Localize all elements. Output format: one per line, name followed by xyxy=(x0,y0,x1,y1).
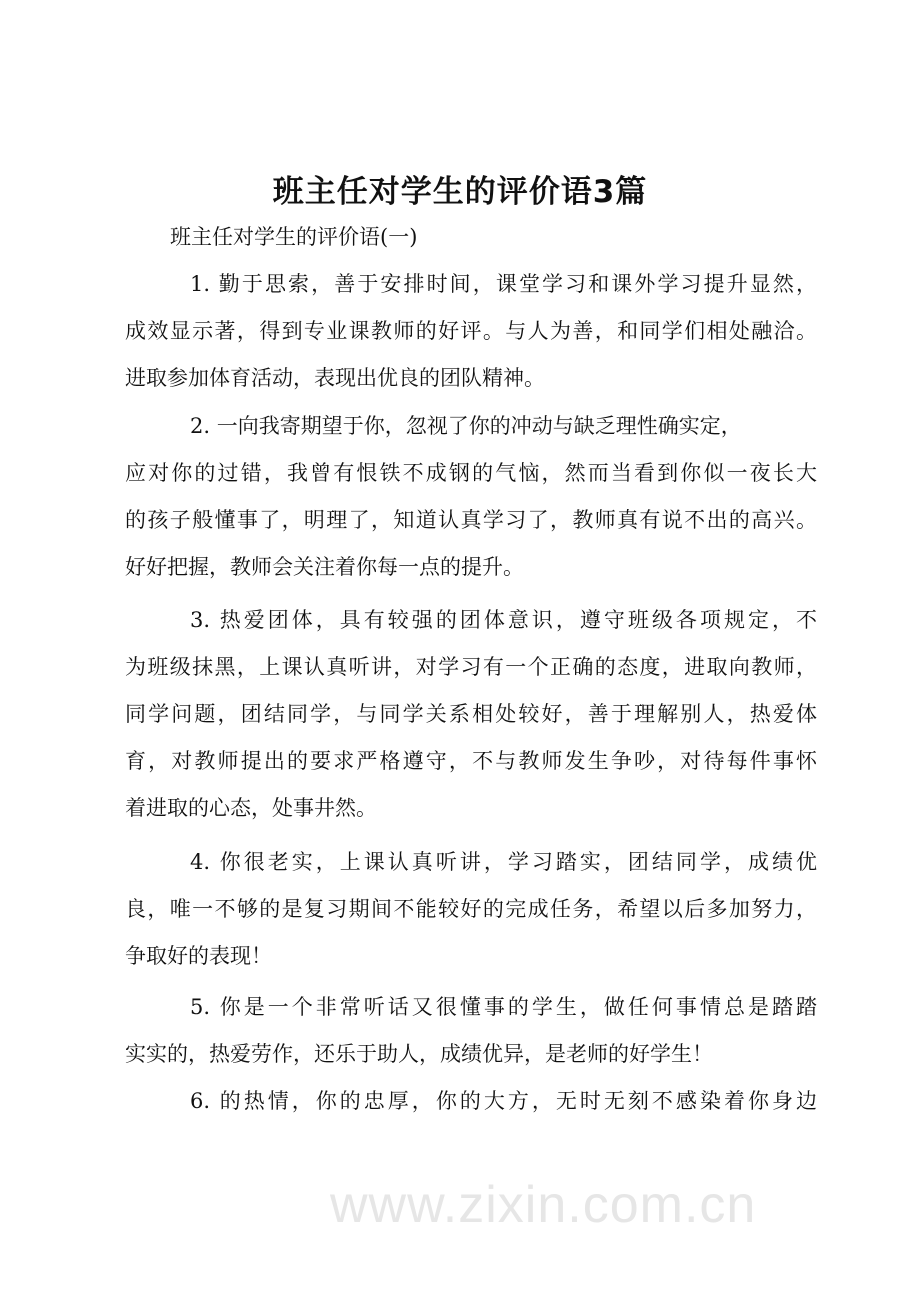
paragraph-line: 2. 一向我寄期望于你，忽视了你的冲动与缺乏理性确实定， xyxy=(190,414,742,438)
paragraph-line: 4. 你很老实，上课认真听讲，学习踏实，团结同学，成绩优 xyxy=(190,850,817,874)
paragraph-line: 实实的，热爱劳作，还乐于助人，成绩优异，是老师的好学生！ xyxy=(125,1042,713,1066)
paragraph-line: 同学问题，团结同学，与同学关系相处较好，善于理解别人，热爱体 xyxy=(125,702,817,726)
paragraph-line: 的孩子般懂事了，明理了，知道认真学习了，教师真有说不出的高兴。 xyxy=(125,508,817,532)
document-title: 班主任对学生的评价语3篇 xyxy=(272,174,648,210)
watermark: www.zixin.com.cn xyxy=(330,1176,757,1234)
paragraph-line: 良，唯一不够的是复习期间不能较好的完成任务，希望以后多加努力， xyxy=(125,897,817,921)
section-heading: 班主任对学生的评价语(一) xyxy=(170,225,418,249)
paragraph-line: 进取参加体育活动，表现出优良的团队精神。 xyxy=(125,366,545,390)
paragraph-line: 成效显示著，得到专业课教师的好评。与人为善，和同学们相处融洽。 xyxy=(125,319,817,343)
paragraph-line: 1. 勤于思索，善于安排时间，课堂学习和课外学习提升显然， xyxy=(190,272,817,296)
paragraph-line: 6. 的热情，你的忠厚，你的大方，无时无刻不感染着你身边 xyxy=(190,1089,817,1113)
paragraph-line: 为班级抹黑，上课认真听讲，对学习有一个正确的态度，进取向教师， xyxy=(125,655,817,679)
paragraph-line: 应对你的过错，我曾有恨铁不成钢的气恼，然而当看到你似一夜长大 xyxy=(125,461,817,485)
paragraph-line: 3. 热爱团体，具有较强的团体意识，遵守班级各项规定，不 xyxy=(190,608,817,632)
paragraph-line: 5. 你是一个非常听话又很懂事的学生，做任何事情总是踏踏 xyxy=(190,995,817,1019)
paragraph-line: 争取好的表现！ xyxy=(125,944,272,968)
paragraph-line: 着进取的心态，处事井然。 xyxy=(125,796,377,820)
paragraph-line: 育，对教师提出的要求严格遵守，不与教师发生争吵，对待每件事怀 xyxy=(125,749,817,773)
paragraph-line: 好好把握，教师会关注着你每一点的提升。 xyxy=(125,555,524,579)
